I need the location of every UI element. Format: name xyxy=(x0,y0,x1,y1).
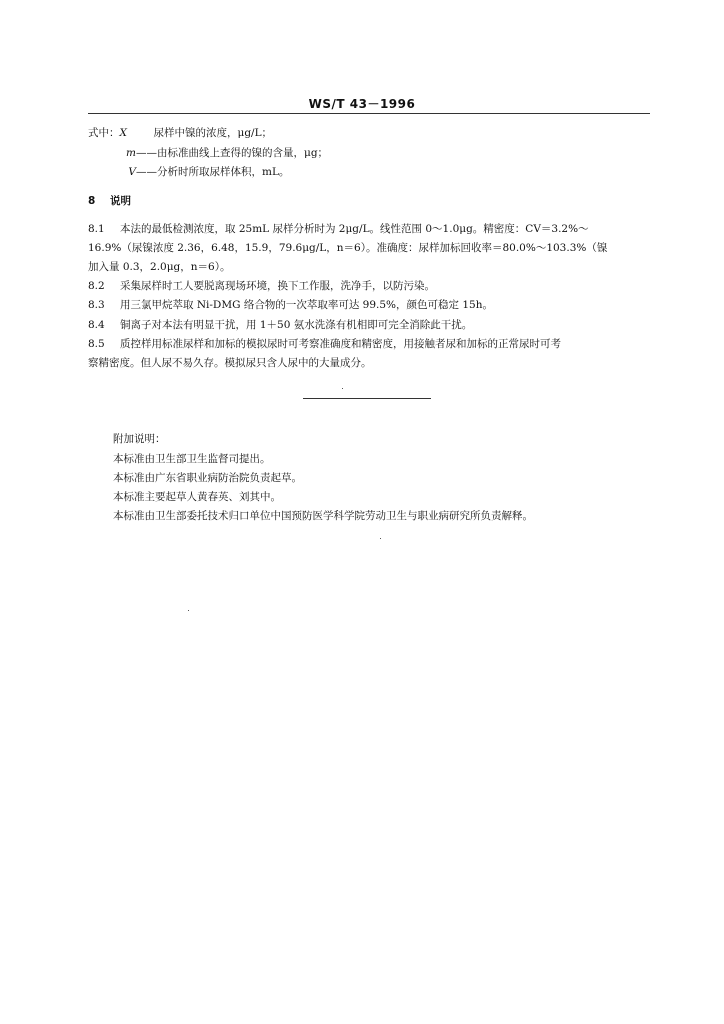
legend-symbol: V xyxy=(128,166,136,178)
legend-symbol: X xyxy=(119,127,127,139)
appendix-line: 本标准由卫生部卫生监督司提出。 xyxy=(113,453,271,465)
clause-8-1-line-2: 16.9%（尿镍浓度 2.36，6.48，15.9，79.6μg/L，n＝6）。准确度：尿样加标回收率＝80.0%～103.3%（镍 xyxy=(88,242,608,254)
appendix-title: 附加说明： xyxy=(113,433,166,445)
legend-row-v xyxy=(122,165,289,179)
legend-text: 分析时所取尿样体积，mL。 xyxy=(157,166,290,178)
scan-speck xyxy=(188,610,189,611)
scan-speck xyxy=(380,538,381,539)
legend-text: 尿样中镍的浓度，μg/L； xyxy=(153,127,273,139)
header-rule xyxy=(88,113,650,114)
clause-number: 8.4 xyxy=(88,319,105,331)
clause-text: 铜离子对本法有明显干扰，用 1＋50 氨水洗涤有机相即可完全消除此干扰。 xyxy=(120,319,473,331)
clause-8-2 xyxy=(88,279,435,293)
clause-text: 本法的最低检测浓度，取 25mL 尿样分析时为 2μg/L。线性范围 0～1.0μg。精密度：CV＝3.2%～ xyxy=(120,223,589,235)
section-title: 说明 xyxy=(110,195,131,207)
legend-dash: —— xyxy=(136,166,157,178)
clause-text: 采集尿样时工人要脱离现场环境，换下工作服，洗净手，以防污染。 xyxy=(120,280,435,292)
clause-8-1-line-3: 加入量 0.3，2.0μg，n＝6）。 xyxy=(88,261,231,273)
appendix-line: 本标准由广东省职业病防治院负责起草。 xyxy=(113,472,302,484)
clause-text: 质控样用标准尿样和加标的模拟尿时可考察准确度和精密度，用接触者尿和加标的正常尿时可考 xyxy=(120,338,561,350)
clause-8-5-line-1 xyxy=(88,337,561,351)
legend-intro: 式中： xyxy=(88,127,120,139)
clause-number: 8.1 xyxy=(88,223,105,235)
clause-text: 用三氯甲烷萃取 Ni-DMG 络合物的一次萃取率可达 99.5%，颜色可稳定 15h。 xyxy=(120,299,493,311)
document-id: WS/T 43－1996 xyxy=(308,97,416,111)
clause-number: 8.3 xyxy=(88,299,105,311)
legend-symbol: m xyxy=(126,147,136,159)
appendix-line: 本标准主要起草人黄春英、刘其中。 xyxy=(113,491,281,503)
clause-8-1-line-1 xyxy=(88,222,589,236)
end-divider xyxy=(303,398,431,399)
scan-speck xyxy=(342,388,343,389)
legend-dash: —— xyxy=(136,147,157,159)
appendix-line: 本标准由卫生部委托技术归口单位中国预防医学科学院劳动卫生与职业病研究所负责解释。 xyxy=(113,510,533,522)
legend-text: 由标准曲线上查得的镍的含量，μg； xyxy=(157,147,329,159)
section-heading xyxy=(88,194,131,208)
clause-8-5-line-2: 察精密度。但人尿不易久存。模拟尿只含人尿中的大量成分。 xyxy=(88,357,372,369)
clause-8-4 xyxy=(88,318,472,332)
clause-8-3 xyxy=(88,298,493,312)
legend-row-x xyxy=(88,126,272,140)
section-number: 8 xyxy=(88,195,96,207)
legend-row-m xyxy=(122,146,328,160)
clause-number: 8.2 xyxy=(88,280,105,292)
clause-number: 8.5 xyxy=(88,338,105,350)
